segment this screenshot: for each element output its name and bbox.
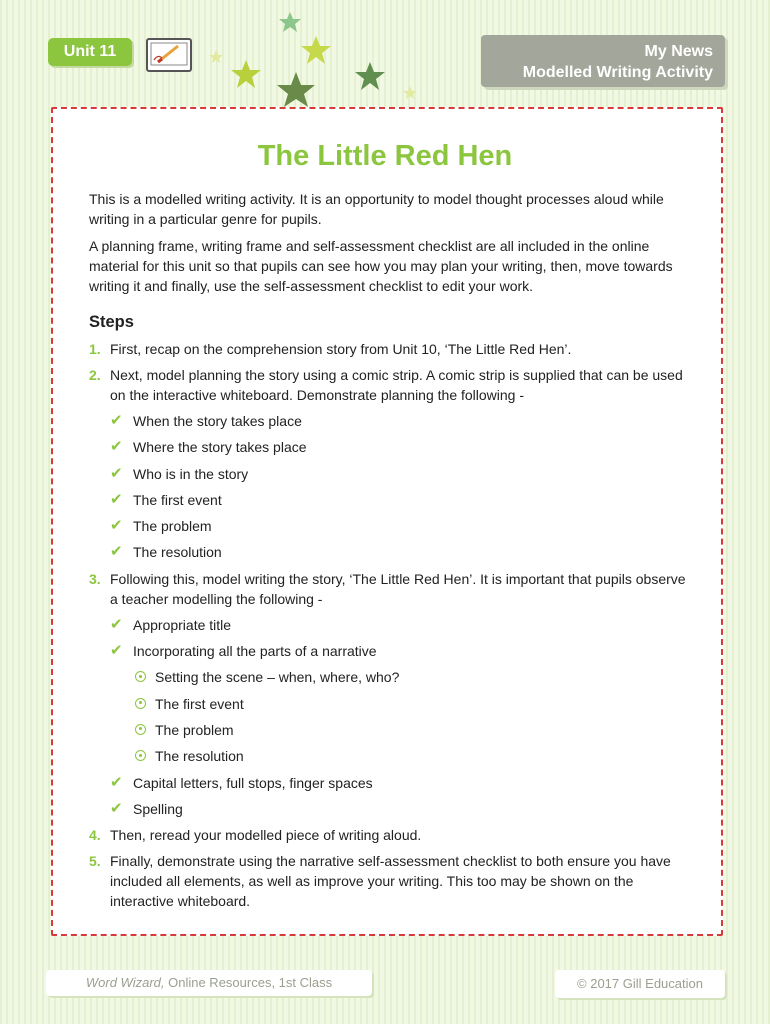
check-icon: ✔ [110, 412, 123, 429]
step-number: 2. [89, 367, 101, 383]
check-icon: ✔ [110, 543, 123, 561]
footer-book-title: Word Wizard, [85, 975, 165, 990]
check-list [110, 615, 689, 819]
list-item [133, 694, 689, 714]
star-icon [403, 86, 417, 99]
bullet-icon [135, 671, 146, 682]
unit-badge: Unit 11 [48, 38, 132, 66]
check-icon: ✔ [110, 642, 123, 660]
list-item-text: The problem [133, 518, 212, 535]
step-2 [89, 365, 689, 562]
check-list [110, 411, 689, 562]
check-icon: ✔ [110, 438, 123, 456]
list-item [110, 411, 689, 431]
check-icon: ✔ [110, 464, 123, 482]
body-text [89, 189, 689, 917]
star-icon [355, 62, 385, 90]
list-item-text: Spelling [133, 800, 183, 817]
step-number: 1. [89, 341, 101, 357]
step-text: First, recap on the comprehension story from Unit 10, ‘The Little Red Hen’. [110, 341, 572, 357]
list-item-text: The resolution [133, 544, 222, 561]
step-text: Next, model planning the story using a comic strip. A comic strip is supplied that can be used on the interactive whiteboard. Demonstrate planning the following - [110, 367, 683, 403]
step-text: Finally, demonstrate using the narrative self-assessment checklist to both ensure you have included all elements, as well as improve your writing. This too may be shown on the interactive whiteboard. [110, 853, 671, 910]
banner-line-2: Modelled Writing Activity [522, 64, 713, 81]
bullet-list [133, 667, 689, 766]
list-item-text: Incorporating all the parts of a narrative [133, 643, 377, 660]
list-item-text: Where the story takes place [133, 439, 307, 456]
step-4 [89, 825, 689, 845]
step-1 [89, 339, 689, 359]
list-item-text: Capital letters, full stops, finger spaces [133, 774, 373, 791]
list-item-text: When the story takes place [133, 413, 302, 429]
list-item-text: The resolution [155, 748, 244, 765]
intro-paragraph: This is a modelled writing activity. It is an opportunity to model thought processes aloud while writing in a particular genre for pupils. [89, 191, 664, 227]
header-banner [481, 35, 725, 87]
list-item [110, 464, 689, 484]
banner-line-1: My News [644, 43, 713, 60]
step-number: 3. [89, 570, 101, 587]
stars-decoration [200, 8, 430, 108]
step-text: Then, reread your modelled piece of writing aloud. [110, 827, 422, 844]
check-icon: ✔ [110, 517, 123, 535]
step-text: Following this, model writing the story, ‘The Little Red Hen’. It is important that pupils observe a teacher modelling the following - [110, 570, 686, 607]
list-item [110, 641, 689, 766]
footer-source-text: Online Resources, 1st Class [164, 975, 333, 990]
bullet-icon [135, 724, 146, 735]
step-number: 5. [89, 853, 101, 870]
step-3 [89, 569, 689, 819]
list-item [110, 542, 689, 562]
list-item-text: The first event [155, 695, 244, 712]
list-item [110, 516, 689, 536]
page-title: The Little Red Hen [257, 140, 513, 172]
list-item [110, 437, 689, 457]
intro-paragraph: A planning frame, writing frame and self-assessment checklist are all included in the online material for this unit so that pupils can see how you may plan your writing, then, move towards writing it and finally, use the self-assessment checklist to edit your work. [89, 238, 673, 294]
star-icon [279, 12, 301, 32]
list-item-text: Appropriate title [133, 616, 232, 633]
star-icon [231, 60, 261, 88]
list-item-text: The first event [133, 491, 222, 508]
step-5 [89, 851, 689, 911]
list-item [133, 720, 689, 740]
check-icon: ✔ [110, 490, 123, 508]
star-icon [209, 50, 223, 63]
list-item [110, 490, 689, 510]
bullet-icon [135, 698, 146, 709]
list-item-text: Who is in the story [133, 465, 249, 482]
list-item [110, 799, 689, 819]
list-item [110, 615, 689, 635]
list-item [110, 773, 689, 793]
check-icon: ✔ [110, 773, 123, 791]
list-item-text: The problem [155, 721, 234, 738]
footer-copyright: © 2017 Gill Education [555, 970, 725, 998]
whiteboard-icon [146, 38, 192, 72]
step-number: 4. [89, 827, 101, 844]
steps-heading: Steps [89, 313, 134, 331]
list-item [133, 746, 689, 766]
check-icon: ✔ [110, 799, 123, 817]
star-icon [277, 72, 315, 107]
footer-source [46, 970, 372, 996]
star-icon [301, 36, 331, 64]
check-icon: ✔ [110, 615, 123, 633]
bullet-icon [135, 750, 146, 761]
list-item [133, 667, 689, 687]
list-item-text: Setting the scene – when, where, who? [155, 669, 400, 686]
